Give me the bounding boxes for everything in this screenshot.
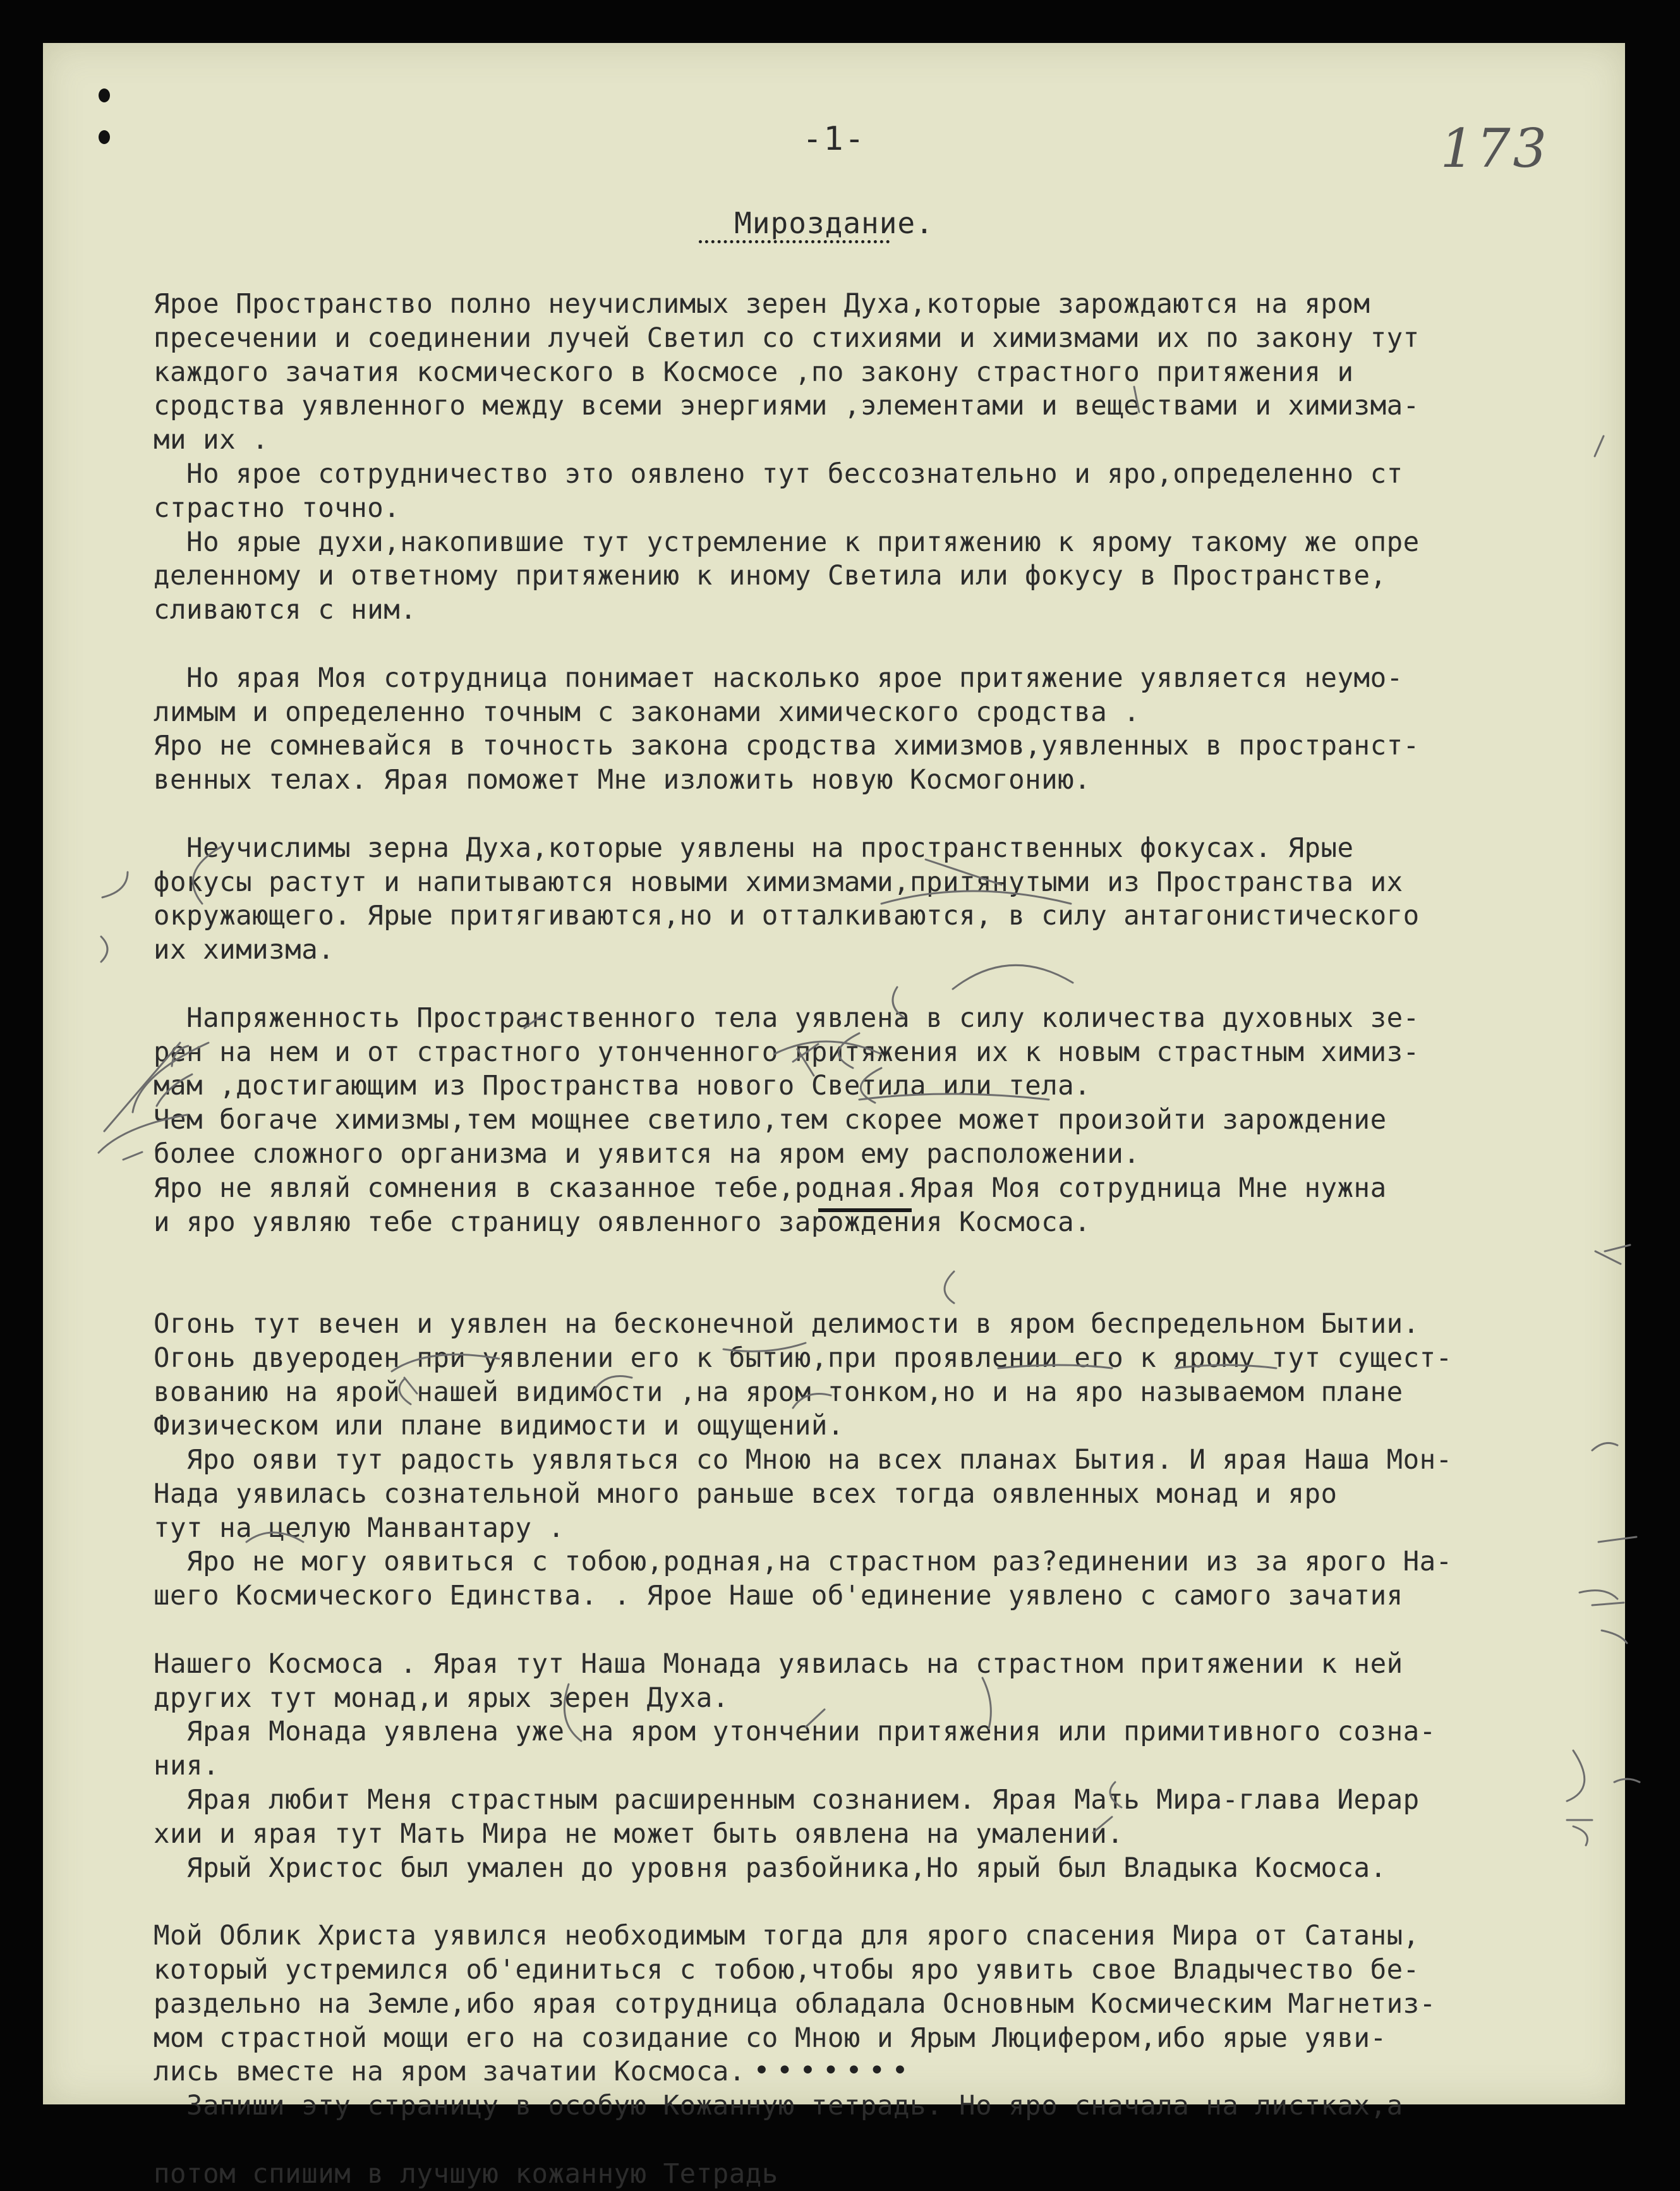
- text-line: сливаются с ним.: [154, 594, 417, 626]
- text-line: Яро не являй сомнения в сказанное тебе,родная.Ярая Моя сотрудница Мне нужна: [154, 1172, 1387, 1203]
- text-line: других тут монад,и ярых зерен Духа.: [154, 1682, 729, 1713]
- section-divider: [818, 1208, 912, 1212]
- text-line: окружающего. Ярые притягиваются,но и отталкиваются, в силу антагонистического: [154, 900, 1420, 932]
- text-line: Но ярое сотрудничество это оявлено тут бессознательно и яро,определенно ст: [154, 458, 1403, 489]
- archive-folio-number: 173: [1440, 118, 1549, 179]
- text-line: который устремился об'единиться с тобою,чтобы яро уявить свое Владычество бе-: [154, 1954, 1420, 1986]
- text-line: ми их .: [154, 424, 269, 456]
- text-line: рен на нем и от страстного утонченного притяжения их к новым страстным химиз-: [154, 1036, 1420, 1067]
- text-line: фокусы растут и напитываются новыми химизмами,притянутыми из Пространства их: [154, 866, 1403, 897]
- text-line: Неучислимы зерна Духа,которые уявлены на пространственных фокусах. Ярые: [154, 832, 1354, 863]
- text-line: шего Космического Единства. . Ярое Наше об'единение уявлено с самого зачатия: [154, 1580, 1403, 1611]
- text-line: [154, 627, 1626, 661]
- text-line: [154, 1273, 1626, 1307]
- document-page: [43, 43, 1625, 2189]
- text-line: Ярый Христос был умален до уровня разбойника,Но ярый был Владыка Космоса.: [154, 1852, 1387, 1883]
- text-line: их химизма.: [154, 934, 335, 966]
- text-line: более сложного организма и уявится на яром ему расположении.: [154, 1138, 1140, 1169]
- text-line: лимым и определенно точным с законами химического сродства .: [154, 696, 1140, 727]
- body-text: [154, 287, 1626, 2191]
- page-number: -1-: [802, 120, 866, 158]
- text-line: Яро не могу оявиться с тобою,родная,на страстном раз?единении из за ярого На-: [154, 1546, 1453, 1577]
- text-line: [154, 797, 1626, 831]
- text-line: Чем богаче химизмы,тем мощнее светило,тем скорее может произойти зарождение: [154, 1104, 1387, 1136]
- text-line: Ярая Монада уявлена уже на яром утончении притяжения или примитивного созна-: [154, 1716, 1436, 1747]
- text-line: тут на целую Манвантару .: [154, 1512, 565, 1543]
- text-line: [154, 2123, 1626, 2157]
- text-line: Нашего Космоса . Ярая тут Наша Монада уявилась на страстном притяжении к ней: [154, 1648, 1403, 1679]
- text-line: Огонь двуероден при уявлении его к бытию,при проявлении его к ярому тут сущест-: [154, 1342, 1453, 1373]
- text-line: [154, 1885, 1626, 1919]
- text-line: Ярая любит Меня страстным расширенным сознанием. Ярая Мать Мира-глава Иерар: [154, 1784, 1420, 1816]
- text-line: Нада уявилась сознательной много раньше всех тогда оявленных монад и яро: [154, 1478, 1338, 1509]
- title-underline: [699, 240, 890, 243]
- text-line: и яро уявляю тебе страницу оявленного зарождения Космоса.: [154, 1206, 1091, 1237]
- text-line: раздельно на Земле,ибо ярая сотрудница обладала Основным Космическим Магнетиз-: [154, 1988, 1436, 2019]
- closing-dots: •••••••: [753, 2054, 915, 2087]
- text-line: каждого зачатия космического в Космосе ,по закону страстного притяжения и: [154, 356, 1354, 387]
- text-line: Яро не сомневайся в точность закона сродства химизмов,уявленных в пространст-: [154, 730, 1420, 762]
- document-title: Мироздание.: [734, 206, 934, 240]
- text-line: Запиши эту страницу в особую Кожанную тетрадь. Но яро сначала на листках,а: [154, 2090, 1403, 2121]
- text-line: Ярое Пространство полно неучислимых зерен Духа,которые зарождаются на яром: [154, 288, 1370, 319]
- text-line: сродства уявленного между всеми энергиями ,элементами и веществами и химизма-: [154, 390, 1420, 422]
- text-line: Физическом или плане видимости и ощущений.: [154, 1410, 844, 1441]
- text-line: [154, 967, 1626, 1001]
- text-line: Яро ояви тут радость уявляться со Мною на всех планах Бытия. И ярая Наша Мон-: [154, 1444, 1453, 1476]
- text-line: мом страстной мощи его на созидание со Мною и Ярым Люцифером,ибо ярые уяви-: [154, 2022, 1387, 2053]
- text-line: [154, 1239, 1626, 1273]
- punch-hole: [99, 88, 110, 102]
- text-line: Но ярые духи,накопившие тут устремление к притяжению к ярому такому же опре: [154, 526, 1420, 557]
- text-line: деленному и ответному притяжению к иному Светила или фокусу в Пространстве,: [154, 560, 1387, 592]
- text-line: хии и ярая тут Мать Мира не может быть оявлена на умалении.: [154, 1818, 1124, 1849]
- text-line: лись вместе на яром зачатии Космоса.: [154, 2056, 746, 2087]
- text-line: Огонь тут вечен и уявлен на бесконечной делимости в яром беспредельном Бытии.: [154, 1308, 1420, 1339]
- text-line: Мой Облик Христа уявился необходимым тогда для ярого спасения Мира от Сатаны,: [154, 1920, 1420, 1951]
- text-line: потом спишим в лучшую кожанную Тетрадь: [154, 2158, 778, 2189]
- text-line: мам ,достигающим из Пространства нового Светила или тела.: [154, 1070, 1091, 1102]
- text-line: Напряженность Пространственного тела уявлена в силу количества духовных зе-: [154, 1002, 1420, 1033]
- text-line: [154, 1613, 1626, 1647]
- text-line: Но ярая Моя сотрудница понимает насколько ярое притяжение уявляется неумо-: [154, 662, 1403, 693]
- text-line: венных телах. Ярая поможет Мне изложить новую Космогонию.: [154, 764, 1091, 796]
- text-line: страстно точно.: [154, 492, 401, 523]
- text-line: ния.: [154, 1750, 220, 1781]
- text-line: пресечении и соединении лучей Светил со стихиями и химизмами их по закону тут: [154, 322, 1420, 353]
- text-line: вованию на ярой нашей видимости ,на яром тонком,но и на яро называемом плане: [154, 1376, 1403, 1407]
